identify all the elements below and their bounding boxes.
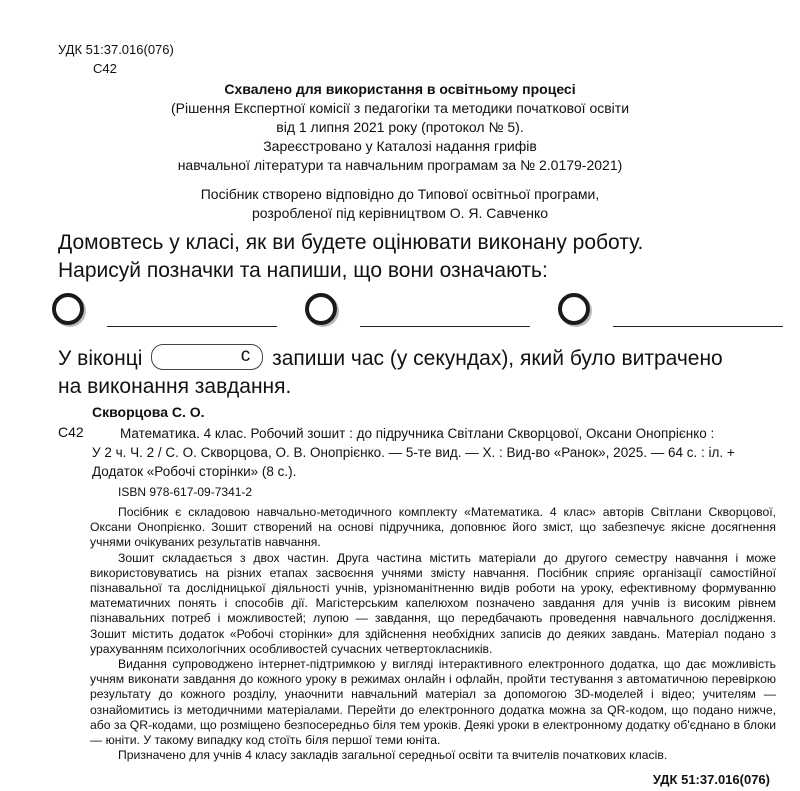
circle-icon[interactable]: [52, 293, 84, 325]
write-line[interactable]: [360, 326, 530, 327]
biblio-line: Додаток «Робочі сторінки» (8 с.).: [92, 464, 297, 479]
catalog-code: С42: [58, 424, 84, 440]
time-task: [58, 344, 723, 401]
program-line: розробленої під керівництвом О. Я. Савченко: [251, 205, 549, 221]
circle-icon[interactable]: [558, 293, 590, 325]
paragraph: Видання супроводжено інтернет-підтримкою у вигляді інтерактивного електронного додатка, що дає можливість учням виконати завдання до кожного уроку в режимах онлайн і офлайн, пройти тестування з автоматичною перевіркою результату до кожного розділу, унаочнити навчальний матеріал за допомогою 3D-моделей і відео; учителям — ознайомитись із методичними матеріалами. Перейти до електронного додатка можна за QR-кодом, що подано нижче, або за QR-кодами, що розміщено безпосередньо біля тем уроків. Деякі уроки в електронному додатку об'єднано в блоки — юніти. У такому випадку код стоїть біля першої теми юніта.: [90, 657, 776, 748]
approval-title: Схвалено для використання в освітньому процесі: [224, 81, 576, 97]
mark-slot-2: [305, 290, 545, 336]
circle-icon[interactable]: [305, 293, 337, 325]
mark-slot-3: [558, 290, 798, 336]
udk-footer: УДК 51:37.016(076): [652, 772, 770, 787]
time-task-before: У віконці: [58, 347, 143, 370]
time-task-line2: на виконання завдання.: [58, 375, 292, 398]
udk-header: [58, 40, 174, 78]
approval-line: Зареєстровано у Каталозі надання грифів: [263, 138, 537, 154]
paragraph: Зошит складається з двох частин. Друга частина містить матеріали до другого семестру навчання і може використовуватись на різних етапах засвоєння учнями змісту навчання. Посібник сприяє організації самостійної пізнавальної та дослідницької діяльності учнів, урізноманітненню видів роботи на уроку, ефективному формуванню математичних понять і способів дії. Магістерським капелюхом позначено завдання для учнів із високим рівнем пізнавальних потреб і можливостей; лупою — завдання, що передбачають проведення навчального дослідження. Зошит містить додаток «Робочі сторінки» для здійснення необхідних записів до деяких завдань. Матеріал подано з урахуванням психологічних особливостей сучасних четвертокласників.: [90, 550, 776, 656]
paragraph: Призначено для учнів 4 класу закладів загальної середньої освіти та вчителів початкових класів.: [118, 748, 668, 763]
write-line[interactable]: [613, 326, 783, 327]
instruction-line: Нарисуй позначки та напиши, що вони означають:: [58, 259, 548, 282]
author: Скворцова С. О.: [92, 404, 205, 420]
time-unit: с: [240, 345, 251, 366]
spacer: [0, 175, 800, 185]
approval-block: [0, 80, 800, 223]
udk-code: УДК 51:37.016(076): [58, 42, 174, 57]
mark-slot-1: [52, 290, 292, 336]
instruction-line: Домовтесь у класі, як ви будете оцінювати виконану роботу.: [58, 231, 644, 254]
instructions: [58, 229, 643, 285]
marks-row: [52, 290, 792, 336]
annotation-text: [90, 505, 776, 763]
write-line[interactable]: [107, 326, 277, 327]
paragraph: Посібник є складовою навчально-методичного комплекту «Математика. 4 клас» авторів Світлани Скворцової, Оксани Онопрієнко. Зошит створений на основі підручника, доповнює його зміст, що забезпечує якісне досягнення учнями очікуваних результатів навчання.: [90, 505, 776, 550]
time-task-after: запиши час (у секундах), який було витрачено: [272, 347, 723, 370]
catalog-code: С42: [93, 61, 117, 76]
biblio-line: У 2 ч. Ч. 2 / С. О. Скворцова, О. В. Онопрієнко. — 5-те вид. — Х. : Вид-во «Ранок», 2025. — 64 с. : іл. +: [92, 445, 735, 460]
program-line: Посібник створено відповідно до Типової освітньої програми,: [200, 186, 600, 202]
approval-line: (Рішення Експертної комісії з педагогіки та методики початкової освіти: [170, 100, 630, 116]
approval-line: навчальної літератури та навчальним програмам за № 2.0179-2021): [177, 157, 623, 173]
biblio-line: Математика. 4 клас. Робочий зошит : до підручника Світлани Скворцової, Оксани Онопрієнко :: [120, 426, 715, 441]
time-input-box[interactable]: [151, 344, 263, 370]
bibliographic-entry: [92, 424, 780, 481]
isbn: ISBN 978-617-09-7341-2: [118, 485, 253, 499]
approval-line: від 1 липня 2021 року (протокол № 5).: [276, 119, 524, 135]
